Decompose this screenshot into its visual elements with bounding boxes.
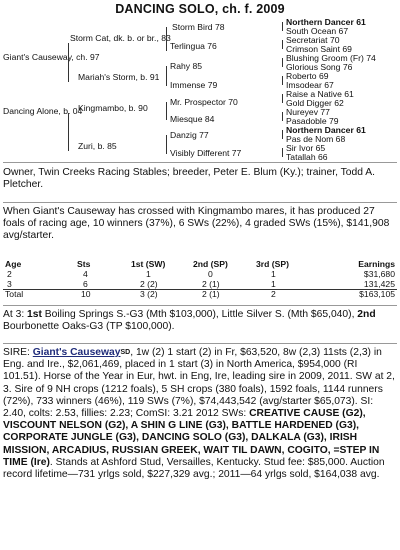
pedigree-gen4-15: Sir Ivor 65 — [286, 143, 326, 153]
table-header-cell: Earnings — [358, 259, 395, 269]
table-cell: 1 — [271, 268, 276, 279]
divider — [3, 343, 397, 344]
divider — [3, 305, 397, 306]
bracket-line — [166, 66, 167, 86]
pedigree-gen3-4: Immense 79 — [170, 80, 218, 90]
pedigree-gen4-5: Blushing Groom (Fr) 74 — [286, 53, 376, 63]
table-cell: 2 (1) — [202, 289, 220, 300]
pedigree-dam-dam: Zuri, b. 85 — [78, 141, 117, 151]
bracket-line — [68, 113, 69, 151]
owner-breeder-trainer: Owner, Twin Creeks Racing Stables; breeder, Peter E. Blum (Ky.); trainer, Todd A. Pletcher. — [3, 167, 376, 191]
page-title: DANCING SOLO, ch. f. 2009 — [115, 2, 285, 16]
bracket-line — [282, 94, 283, 103]
at3-prefix: At 3: — [3, 309, 28, 320]
table-cell: $31,680 — [363, 268, 395, 279]
pedigree-gen4-2: South Ocean 67 — [286, 26, 349, 36]
at3-first-label: 1st — [27, 309, 42, 320]
sire-stakes-winners: CREATIVE CAUSE (G2), VISCOUNT NELSON (G2), A SHIN G LINE (G3), BATTLE HARDENED (G3), CORPORATE JUNGLE (G3), DANCING SOLO (G3), DALKALA (G3), IRISH MISSION, ARCADIUS, RUSSIAN GREEK, WAIT TIL DAWN, COGITO, =STEP IN TIME (Ire) — [3, 408, 380, 468]
pedigree-gen3-5: Mr. Prospector 70 — [170, 97, 238, 107]
table-cell: 3 (2) — [140, 289, 158, 300]
bracket-line — [282, 130, 283, 139]
table-header-cell: Age — [5, 259, 22, 269]
table-cell: 2 — [7, 268, 12, 279]
pedigree-gen4-3: Secretariat 70 — [286, 35, 340, 45]
bracket-line — [166, 135, 167, 154]
at-three-results — [3, 309, 397, 333]
table-cell: 1 — [146, 268, 151, 279]
pedigree-chart — [0, 17, 400, 162]
table-cell: 10 — [81, 289, 91, 300]
pedigree-sire-sire: Storm Cat, dk. b. or br., 83 — [70, 33, 171, 43]
table-row — [3, 280, 397, 290]
at3-second-label: 2nd — [357, 309, 376, 320]
pedigree-gen3-7: Danzig 77 — [170, 130, 209, 140]
pedigree-gen4-7: Roberto 69 — [286, 71, 329, 81]
at3-first-text: Boiling Springs S.-G3 (Mth $103,000), Little Silver S. (Mth $65,040), — [41, 309, 358, 320]
pedigree-dam-sire: Kingmambo, b. 90 — [78, 103, 148, 113]
sire-label: SIRE: — [3, 347, 33, 358]
pedigree-gen4-6: Glorious Song 76 — [286, 62, 353, 72]
pedigree-gen4-13: Northern Dancer 61 — [286, 125, 366, 135]
table-cell: 131,425 — [363, 278, 395, 289]
pedigree-sire-dam: Mariah's Storm, b. 91 — [78, 72, 160, 82]
bracket-line — [166, 27, 167, 51]
table-header-cell: Sts — [77, 259, 91, 269]
pedigree-gen3-6: Miesque 84 — [170, 114, 215, 124]
bracket-line — [282, 58, 283, 67]
sire-mark: SD — [120, 349, 131, 356]
bracket-line — [282, 22, 283, 31]
pedigree-gen3-2: Terlingua 76 — [170, 41, 217, 51]
table-row — [3, 270, 397, 280]
bracket-line — [282, 76, 283, 85]
table-cell: $163,105 — [359, 289, 395, 300]
table-header-cell: 1st (SW) — [131, 259, 166, 269]
pedigree-gen4-11: Nureyev 77 — [286, 107, 330, 117]
at3-second-text: Bourbonette Oaks-G3 (TP $100,000). — [3, 321, 175, 333]
pedigree-gen4-10: Gold Digger 62 — [286, 98, 344, 108]
bracket-line — [282, 148, 283, 157]
bracket-line — [282, 112, 283, 121]
pedigree-sire: Giant's Causeway, ch. 97 — [3, 52, 100, 62]
table-cell: Total — [5, 289, 24, 300]
divider — [3, 162, 397, 163]
pedigree-gen3-8: Visibly Different 77 — [170, 148, 242, 158]
table-cell: 6 — [83, 278, 88, 289]
sire-section — [3, 347, 397, 481]
bracket-line — [282, 40, 283, 49]
table-total-row — [3, 289, 397, 300]
pedigree-dam: Dancing Alone, b. 04 — [3, 106, 83, 116]
cross-statistics: When Giant's Causeway has crossed with Kingmambo mares, it has produced 27 foals of racing age, 10 winners (37%), 6 SWs (22%), 4 graded SWs (15%), $141,908 avg/starter. — [3, 206, 390, 242]
table-header-cell: 3rd (SP) — [256, 259, 289, 269]
pedigree-gen4-12: Pasadoble 79 — [286, 116, 339, 126]
bracket-line — [166, 102, 167, 120]
pedigree-gen3-1: Storm Bird 78 — [172, 22, 225, 32]
pedigree-gen4-14: Pas de Nom 68 — [286, 134, 346, 144]
table-cell: 2 (1) — [202, 278, 220, 289]
pedigree-gen4-9: Raise a Native 61 — [286, 89, 354, 99]
table-cell: 2 (2) — [140, 278, 158, 289]
table-cell: 3 — [7, 278, 12, 289]
sire-record-text: , 1w (2) 1 start (2) in Fr, $63,520, 8w (2,3) 11sts (2,3) in Eng. and Ire., $2,061,469, placed in 1 start (3) in North America, $954,000 (RI 101.51). Horse of the Year in Eur, hwt. in Eng, Ire, leading sire in 2009, 2011. SW at 2, 3. Sire of 9 NH crops (1212 foals), 5 SH crops (380 foals), 1592 foals, 1144 runners (72%), 733 winners (46%), 119 SWs (7%), $74,443,542 (avg/starter $65,073). SI: 2.40, colts: 2.53, fillies: 2.23; ComSI: 3.21 2012 SWs: — [3, 347, 395, 420]
pedigree-gen4-8: Imsodear 67 — [286, 80, 334, 90]
table-cell: 1 — [271, 278, 276, 289]
table-cell: 2 — [271, 289, 276, 300]
pedigree-gen4-4: Crimson Saint 69 — [286, 44, 352, 54]
sire-name-link[interactable]: Giant's Causeway — [32, 347, 121, 358]
divider — [3, 202, 397, 203]
table-header-row — [3, 260, 397, 270]
table-cell: 0 — [208, 268, 213, 279]
pedigree-gen4-16: Tatallah 66 — [286, 152, 328, 162]
table-cell: 4 — [83, 268, 88, 279]
pedigree-gen3-3: Rahy 85 — [170, 61, 203, 71]
table-header-cell: 2nd (SP) — [193, 259, 228, 269]
bracket-line — [68, 43, 69, 82]
race-record-table — [3, 260, 397, 300]
pedigree-gen4-1: Northern Dancer 61 — [286, 17, 366, 27]
sire-stud-text: . Stands at Ashford Stud, Versailles, Kentucky. Stud fee: $85,000. Auction record lifetime—731 yrlgs sold, $227,329 avg.; 2011—64 yrlgs sold, $164,038 avg. — [3, 456, 385, 481]
